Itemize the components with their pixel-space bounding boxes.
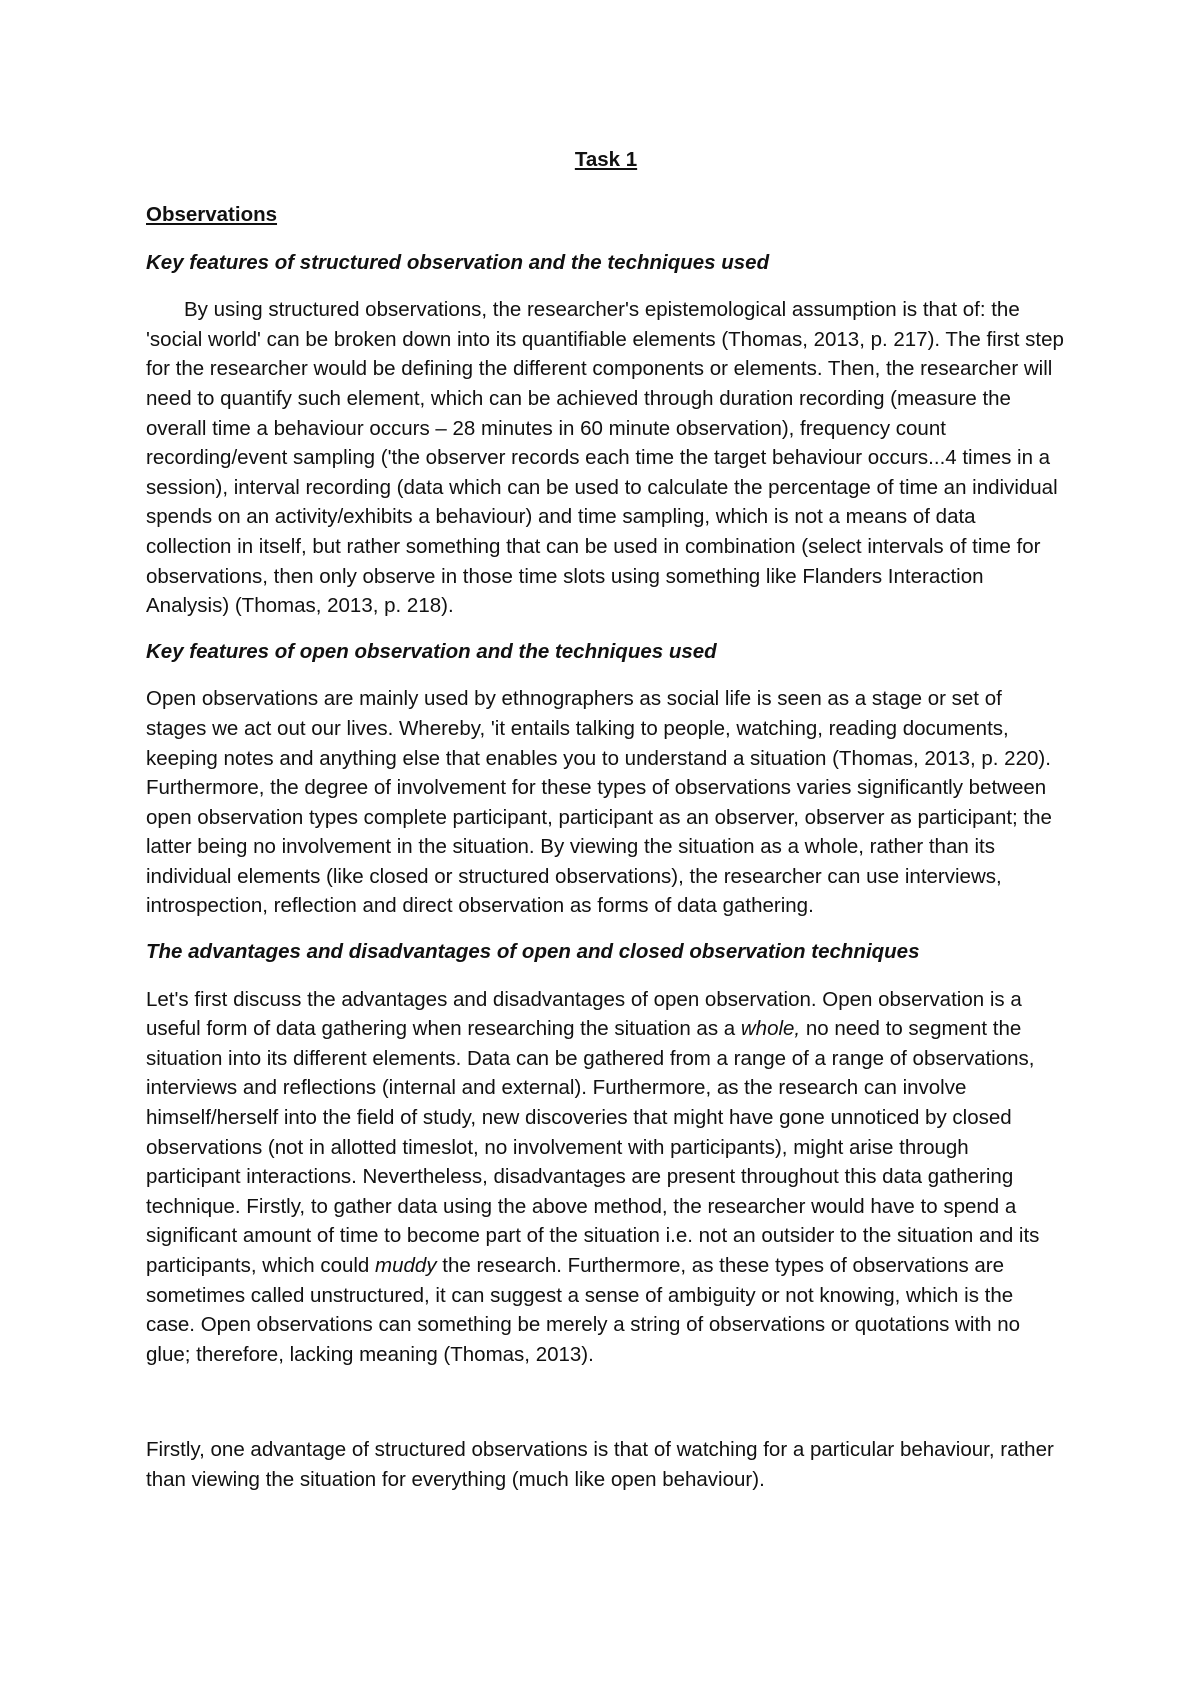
section-heading: Observations	[146, 203, 278, 226]
emphasis-text: muddy	[375, 1254, 437, 1277]
subheading-structured-observation: Key features of structured observation and the techniques used	[146, 250, 770, 274]
paragraph-structured-observation: By using structured observations, the researcher's epistemological assumption is that of: the 'social world' can be broken down into its quantifiable elements (Thomas, 2013, p. 217). The first step for the researcher would be defining the different components or elements. Then, the researcher will need to quantify such element, which can be achieved through duration recording (measure the overall time a behaviour occurs – 28 minutes in 60 minute observation), frequency count recording/event sampling ('the observer records each time the target behaviour occurs...4 times in a session), interval recording (data which can be used to calculate the percentage of time an individual spends on an activity/exhibits a behaviour) and time sampling, which is not a means of data collection in itself, but rather something that can be used in combination (select intervals of time for observations, then only observe in those time slots using something like Flanders Interaction Analysis) (Thomas, 2013, p. 218).	[146, 298, 1064, 618]
document-body	[146, 140, 1066, 1511]
paragraph-text: no need to segment the situation into its different elements. Data can be gathered from a range of a range of observations, interviews and reflections (internal and external). Furthermore, as the research can involve himself/herself into the field of study, new discoveries that might have gone unnoticed by closed observations (not in allotted timeslot, no involvement with participants), might arise through participant interactions. Nevertheless, disadvantages are present throughout this data gathering technique. Firstly, to gather data using the above method, the researcher would have to spend a significant amount of time to become part of the situation i.e. not an outsider to the situation and its participants, which could	[146, 1017, 1040, 1277]
paragraph-advantages-disadvantages	[146, 985, 1066, 1370]
emphasis-text: whole,	[740, 1017, 801, 1041]
paragraph-text: Let's first discuss the advantages and disadvantages of open observation. Open observation is a useful form of data gathering when researching the situation as a	[146, 987, 1022, 1041]
document-title: Task 1	[574, 148, 638, 171]
paragraph-structured-advantage: Firstly, one advantage of structured observations is that of watching for a particular behaviour, rather than viewing the situation for everything (much like open behaviour).	[146, 1438, 1054, 1491]
paragraph-text: the research. Furthermore, as these types of observations are sometimes called unstructured, it can suggest a sense of ambiguity or not knowing, which is the case. Open observations can something be merely a string of observations or quotations with no glue; therefore, lacking meaning (Thomas, 2013).	[146, 1254, 1021, 1366]
paragraph-open-observation: Open observations are mainly used by ethnographers as social life is seen as a stage or set of stages we act out our lives. Whereby, 'it entails talking to people, watching, reading documents, keeping notes and anything else that enables you to understand a situation (Thomas, 2013, p. 220). Furthermore, the degree of involvement for these types of observations varies significantly between open observation types complete participant, participant as an observer, observer as participant; the latter being no involvement in the situation. By viewing the situation as a whole, rather than its individual elements (like closed or structured observations), the researcher can use interviews, introspection, reflection and direct observation as forms of data gathering.	[146, 687, 1052, 918]
subheading-advantages-disadvantages: The advantages and disadvantages of open and closed observation techniques	[146, 940, 920, 964]
subheading-open-observation: Key features of open observation and the techniques used	[146, 639, 717, 663]
